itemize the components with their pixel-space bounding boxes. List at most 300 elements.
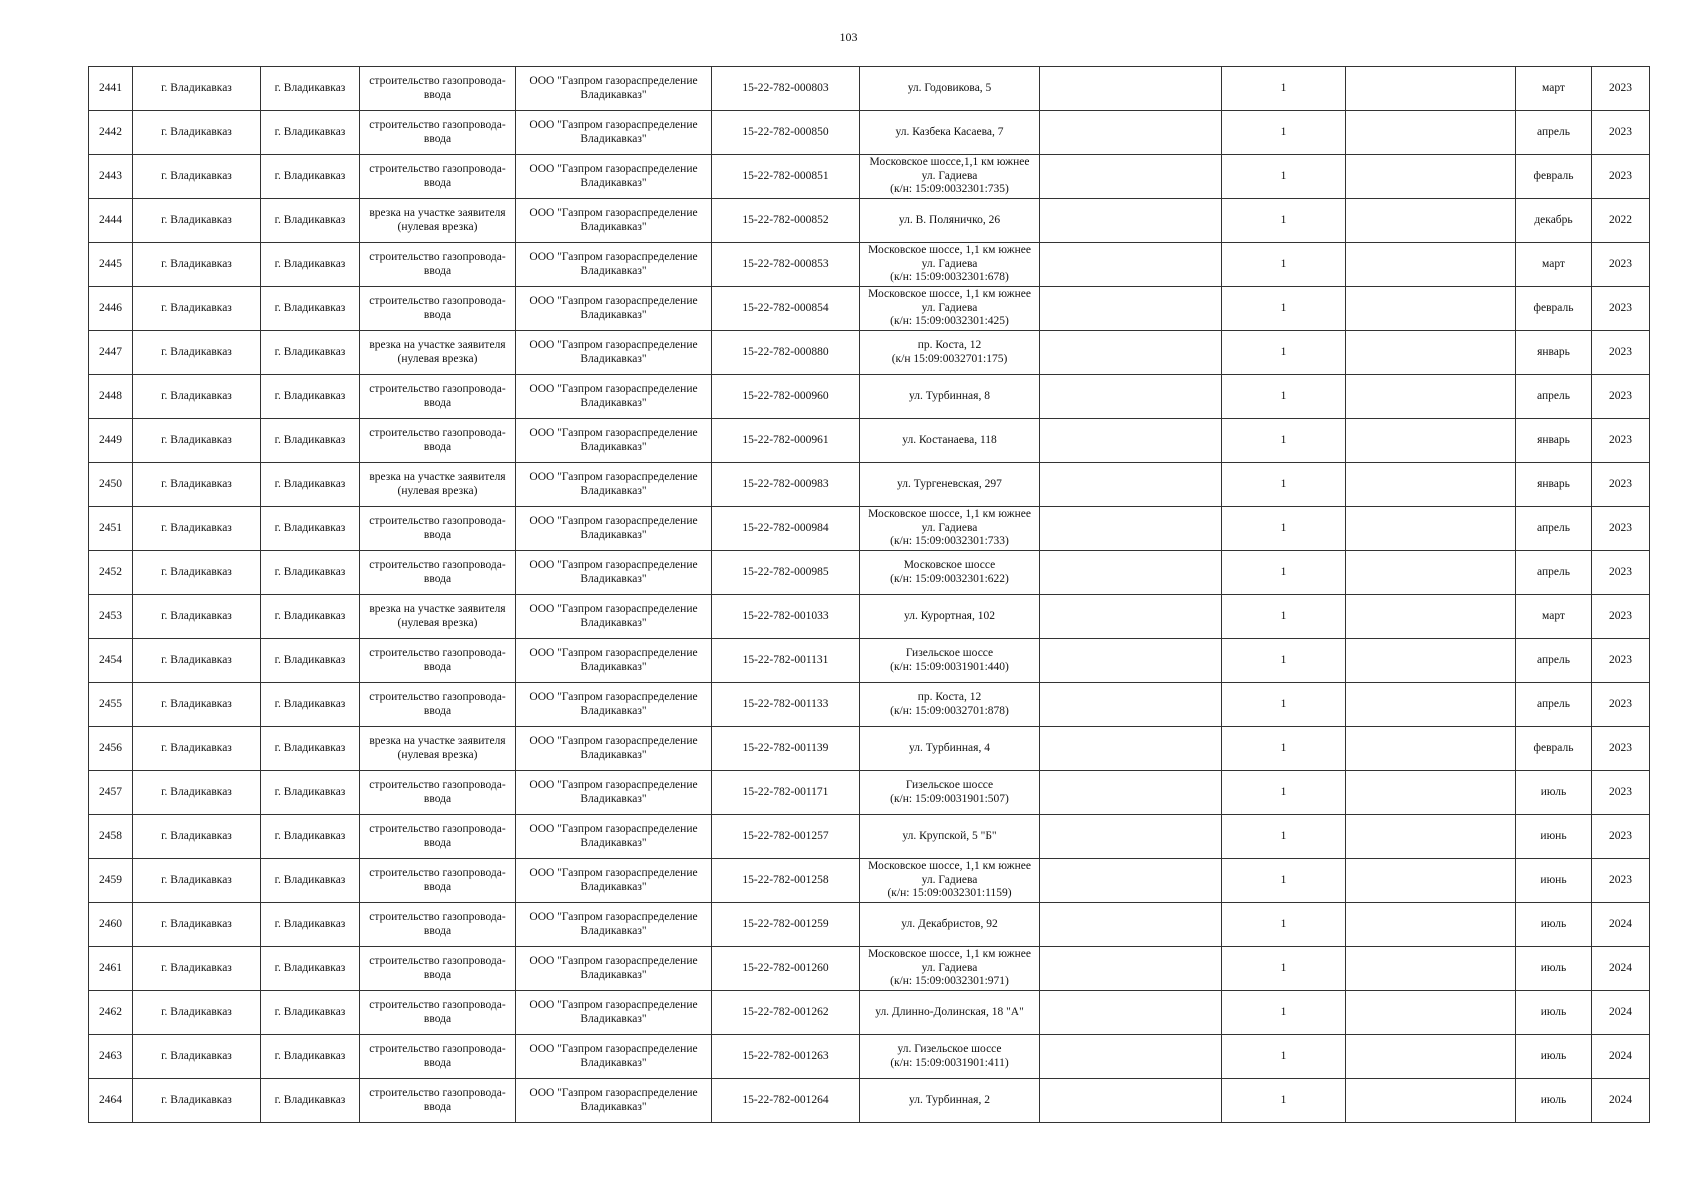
address-cell: Гизельское шоссе (к/н: 15:09:0031901:507) bbox=[860, 771, 1040, 815]
month-cell: июль bbox=[1516, 947, 1592, 991]
organization-cell: ООО "Газпром газораспределение Владикавказ" bbox=[516, 683, 712, 727]
address-cell: пр. Коста, 12 (к/н 15:09:0032701:175) bbox=[860, 331, 1040, 375]
settlement-cell: г. Владикавказ bbox=[261, 595, 360, 639]
month-cell: июнь bbox=[1516, 815, 1592, 859]
row-number-cell: 2448 bbox=[89, 375, 133, 419]
empty-cell bbox=[1346, 771, 1516, 815]
year-cell: 2023 bbox=[1592, 727, 1650, 771]
quantity-cell: 1 bbox=[1222, 155, 1346, 199]
table-row bbox=[89, 1079, 1650, 1123]
organization-cell: ООО "Газпром газораспределение Владикавказ" bbox=[516, 551, 712, 595]
year-cell: 2023 bbox=[1592, 331, 1650, 375]
district-cell: г. Владикавказ bbox=[133, 199, 261, 243]
settlement-cell: г. Владикавказ bbox=[261, 991, 360, 1035]
empty-cell bbox=[1040, 683, 1222, 727]
settlement-cell: г. Владикавказ bbox=[261, 727, 360, 771]
row-number-cell: 2450 bbox=[89, 463, 133, 507]
empty-cell bbox=[1040, 815, 1222, 859]
contract-number-cell: 15-22-782-001033 bbox=[712, 595, 860, 639]
address-cell: Московское шоссе, 1,1 км южнее ул. Гадиева (к/н: 15:09:0032301:678) bbox=[860, 243, 1040, 287]
work-type-cell: строительство газопровода- ввода bbox=[360, 1079, 516, 1123]
row-number-cell: 2443 bbox=[89, 155, 133, 199]
address-cell: Гизельское шоссе (к/н: 15:09:0031901:440) bbox=[860, 639, 1040, 683]
contract-number-cell: 15-22-782-001259 bbox=[712, 903, 860, 947]
empty-cell bbox=[1346, 331, 1516, 375]
month-cell: январь bbox=[1516, 331, 1592, 375]
organization-cell: ООО "Газпром газораспределение Владикавказ" bbox=[516, 859, 712, 903]
empty-cell bbox=[1040, 243, 1222, 287]
quantity-cell: 1 bbox=[1222, 111, 1346, 155]
row-number-cell: 2460 bbox=[89, 903, 133, 947]
work-type-cell: строительство газопровода- ввода bbox=[360, 67, 516, 111]
table-row bbox=[89, 815, 1650, 859]
month-cell: апрель bbox=[1516, 375, 1592, 419]
row-number-cell: 2455 bbox=[89, 683, 133, 727]
contract-number-cell: 15-22-782-001258 bbox=[712, 859, 860, 903]
organization-cell: ООО "Газпром газораспределение Владикавказ" bbox=[516, 243, 712, 287]
contract-number-cell: 15-22-782-001263 bbox=[712, 1035, 860, 1079]
empty-cell bbox=[1040, 67, 1222, 111]
settlement-cell: г. Владикавказ bbox=[261, 375, 360, 419]
quantity-cell: 1 bbox=[1222, 859, 1346, 903]
year-cell: 2024 bbox=[1592, 1035, 1650, 1079]
empty-cell bbox=[1040, 155, 1222, 199]
quantity-cell: 1 bbox=[1222, 903, 1346, 947]
table-row bbox=[89, 331, 1650, 375]
year-cell: 2023 bbox=[1592, 507, 1650, 551]
empty-cell bbox=[1040, 991, 1222, 1035]
year-cell: 2023 bbox=[1592, 243, 1650, 287]
organization-cell: ООО "Газпром газораспределение Владикавказ" bbox=[516, 815, 712, 859]
table-row bbox=[89, 243, 1650, 287]
month-cell: март bbox=[1516, 243, 1592, 287]
address-cell: Московское шоссе, 1,1 км южнее ул. Гадиева (к/н: 15:09:0032301:1159) bbox=[860, 859, 1040, 903]
table-row bbox=[89, 947, 1650, 991]
empty-cell bbox=[1040, 111, 1222, 155]
empty-cell bbox=[1346, 815, 1516, 859]
year-cell: 2023 bbox=[1592, 815, 1650, 859]
table-row bbox=[89, 507, 1650, 551]
month-cell: июль bbox=[1516, 991, 1592, 1035]
month-cell: июль bbox=[1516, 1079, 1592, 1123]
year-cell: 2023 bbox=[1592, 155, 1650, 199]
work-type-cell: строительство газопровода- ввода bbox=[360, 287, 516, 331]
table-row bbox=[89, 595, 1650, 639]
empty-cell bbox=[1346, 287, 1516, 331]
empty-cell bbox=[1040, 199, 1222, 243]
year-cell: 2023 bbox=[1592, 375, 1650, 419]
month-cell: январь bbox=[1516, 463, 1592, 507]
organization-cell: ООО "Газпром газораспределение Владикавказ" bbox=[516, 463, 712, 507]
address-cell: Московское шоссе (к/н: 15:09:0032301:622) bbox=[860, 551, 1040, 595]
empty-cell bbox=[1346, 155, 1516, 199]
row-number-cell: 2446 bbox=[89, 287, 133, 331]
address-cell: ул. Крупской, 5 "Б" bbox=[860, 815, 1040, 859]
month-cell: март bbox=[1516, 595, 1592, 639]
address-cell: ул. Турбинная, 8 bbox=[860, 375, 1040, 419]
district-cell: г. Владикавказ bbox=[133, 551, 261, 595]
quantity-cell: 1 bbox=[1222, 1035, 1346, 1079]
work-type-cell: строительство газопровода- ввода bbox=[360, 111, 516, 155]
address-cell: ул. Костанаева, 118 bbox=[860, 419, 1040, 463]
work-type-cell: строительство газопровода- ввода bbox=[360, 155, 516, 199]
row-number-cell: 2461 bbox=[89, 947, 133, 991]
district-cell: г. Владикавказ bbox=[133, 595, 261, 639]
empty-cell bbox=[1040, 903, 1222, 947]
settlement-cell: г. Владикавказ bbox=[261, 815, 360, 859]
empty-cell bbox=[1346, 243, 1516, 287]
settlement-cell: г. Владикавказ bbox=[261, 947, 360, 991]
address-cell: Московское шоссе,1,1 км южнее ул. Гадиева (к/н: 15:09:0032301:735) bbox=[860, 155, 1040, 199]
settlement-cell: г. Владикавказ bbox=[261, 1079, 360, 1123]
work-type-cell: строительство газопровода- ввода bbox=[360, 683, 516, 727]
district-cell: г. Владикавказ bbox=[133, 419, 261, 463]
work-type-cell: строительство газопровода- ввода bbox=[360, 991, 516, 1035]
quantity-cell: 1 bbox=[1222, 199, 1346, 243]
table-row bbox=[89, 1035, 1650, 1079]
month-cell: январь bbox=[1516, 419, 1592, 463]
year-cell: 2023 bbox=[1592, 463, 1650, 507]
row-number-cell: 2451 bbox=[89, 507, 133, 551]
table-row bbox=[89, 287, 1650, 331]
quantity-cell: 1 bbox=[1222, 771, 1346, 815]
table-row bbox=[89, 155, 1650, 199]
district-cell: г. Владикавказ bbox=[133, 771, 261, 815]
address-cell: ул. Годовикова, 5 bbox=[860, 67, 1040, 111]
quantity-cell: 1 bbox=[1222, 815, 1346, 859]
settlement-cell: г. Владикавказ bbox=[261, 287, 360, 331]
registry-table bbox=[88, 66, 1650, 1123]
contract-number-cell: 15-22-782-000854 bbox=[712, 287, 860, 331]
settlement-cell: г. Владикавказ bbox=[261, 551, 360, 595]
row-number-cell: 2456 bbox=[89, 727, 133, 771]
quantity-cell: 1 bbox=[1222, 551, 1346, 595]
empty-cell bbox=[1346, 1035, 1516, 1079]
contract-number-cell: 15-22-782-000880 bbox=[712, 331, 860, 375]
month-cell: февраль bbox=[1516, 287, 1592, 331]
district-cell: г. Владикавказ bbox=[133, 155, 261, 199]
organization-cell: ООО "Газпром газораспределение Владикавказ" bbox=[516, 155, 712, 199]
organization-cell: ООО "Газпром газораспределение Владикавказ" bbox=[516, 287, 712, 331]
organization-cell: ООО "Газпром газораспределение Владикавказ" bbox=[516, 639, 712, 683]
quantity-cell: 1 bbox=[1222, 243, 1346, 287]
district-cell: г. Владикавказ bbox=[133, 727, 261, 771]
work-type-cell: строительство газопровода- ввода bbox=[360, 551, 516, 595]
registry-rows bbox=[89, 67, 1650, 1123]
empty-cell bbox=[1040, 375, 1222, 419]
work-type-cell: врезка на участке заявителя (нулевая врезка) bbox=[360, 595, 516, 639]
district-cell: г. Владикавказ bbox=[133, 903, 261, 947]
quantity-cell: 1 bbox=[1222, 375, 1346, 419]
empty-cell bbox=[1040, 1079, 1222, 1123]
table-row bbox=[89, 903, 1650, 947]
district-cell: г. Владикавказ bbox=[133, 507, 261, 551]
table-row bbox=[89, 111, 1650, 155]
page-number: 103 bbox=[839, 30, 858, 44]
organization-cell: ООО "Газпром газораспределение Владикавказ" bbox=[516, 771, 712, 815]
empty-cell bbox=[1346, 639, 1516, 683]
empty-cell bbox=[1040, 287, 1222, 331]
address-cell: ул. Гизельское шоссе (к/н: 15:09:0031901:411) bbox=[860, 1035, 1040, 1079]
month-cell: апрель bbox=[1516, 111, 1592, 155]
contract-number-cell: 15-22-782-000985 bbox=[712, 551, 860, 595]
settlement-cell: г. Владикавказ bbox=[261, 859, 360, 903]
contract-number-cell: 15-22-782-000803 bbox=[712, 67, 860, 111]
contract-number-cell: 15-22-782-001257 bbox=[712, 815, 860, 859]
month-cell: апрель bbox=[1516, 683, 1592, 727]
settlement-cell: г. Владикавказ bbox=[261, 331, 360, 375]
organization-cell: ООО "Газпром газораспределение Владикавказ" bbox=[516, 111, 712, 155]
settlement-cell: г. Владикавказ bbox=[261, 507, 360, 551]
contract-number-cell: 15-22-782-001262 bbox=[712, 991, 860, 1035]
district-cell: г. Владикавказ bbox=[133, 463, 261, 507]
month-cell: февраль bbox=[1516, 155, 1592, 199]
organization-cell: ООО "Газпром газораспределение Владикавказ" bbox=[516, 903, 712, 947]
settlement-cell: г. Владикавказ bbox=[261, 903, 360, 947]
district-cell: г. Владикавказ bbox=[133, 243, 261, 287]
work-type-cell: строительство газопровода- ввода bbox=[360, 507, 516, 551]
address-cell: ул. Декабристов, 92 bbox=[860, 903, 1040, 947]
organization-cell: ООО "Газпром газораспределение Владикавказ" bbox=[516, 991, 712, 1035]
year-cell: 2023 bbox=[1592, 595, 1650, 639]
contract-number-cell: 15-22-782-000983 bbox=[712, 463, 860, 507]
quantity-cell: 1 bbox=[1222, 67, 1346, 111]
quantity-cell: 1 bbox=[1222, 507, 1346, 551]
empty-cell bbox=[1040, 595, 1222, 639]
year-cell: 2024 bbox=[1592, 947, 1650, 991]
year-cell: 2023 bbox=[1592, 551, 1650, 595]
contract-number-cell: 15-22-782-000961 bbox=[712, 419, 860, 463]
empty-cell bbox=[1346, 375, 1516, 419]
row-number-cell: 2453 bbox=[89, 595, 133, 639]
row-number-cell: 2463 bbox=[89, 1035, 133, 1079]
contract-number-cell: 15-22-782-000984 bbox=[712, 507, 860, 551]
year-cell: 2023 bbox=[1592, 419, 1650, 463]
settlement-cell: г. Владикавказ bbox=[261, 243, 360, 287]
month-cell: июль bbox=[1516, 903, 1592, 947]
organization-cell: ООО "Газпром газораспределение Владикавказ" bbox=[516, 507, 712, 551]
year-cell: 2023 bbox=[1592, 287, 1650, 331]
month-cell: февраль bbox=[1516, 727, 1592, 771]
empty-cell bbox=[1040, 1035, 1222, 1079]
year-cell: 2024 bbox=[1592, 903, 1650, 947]
contract-number-cell: 15-22-782-001131 bbox=[712, 639, 860, 683]
organization-cell: ООО "Газпром газораспределение Владикавказ" bbox=[516, 199, 712, 243]
work-type-cell: врезка на участке заявителя (нулевая врезка) bbox=[360, 199, 516, 243]
table-row bbox=[89, 551, 1650, 595]
work-type-cell: строительство газопровода- ввода bbox=[360, 815, 516, 859]
quantity-cell: 1 bbox=[1222, 639, 1346, 683]
year-cell: 2024 bbox=[1592, 1079, 1650, 1123]
empty-cell bbox=[1040, 551, 1222, 595]
district-cell: г. Владикавказ bbox=[133, 683, 261, 727]
empty-cell bbox=[1040, 859, 1222, 903]
row-number-cell: 2444 bbox=[89, 199, 133, 243]
quantity-cell: 1 bbox=[1222, 419, 1346, 463]
empty-cell bbox=[1040, 419, 1222, 463]
month-cell: июль bbox=[1516, 771, 1592, 815]
address-cell: ул. Длинно-Долинская, 18 "А" bbox=[860, 991, 1040, 1035]
address-cell: ул. Тургеневская, 297 bbox=[860, 463, 1040, 507]
empty-cell bbox=[1040, 727, 1222, 771]
table-row bbox=[89, 727, 1650, 771]
year-cell: 2023 bbox=[1592, 111, 1650, 155]
address-cell: Московское шоссе, 1,1 км южнее ул. Гадиева (к/н: 15:09:0032301:425) bbox=[860, 287, 1040, 331]
table-row bbox=[89, 463, 1650, 507]
address-cell: Московское шоссе, 1,1 км южнее ул. Гадиева (к/н: 15:09:0032301:971) bbox=[860, 947, 1040, 991]
quantity-cell: 1 bbox=[1222, 331, 1346, 375]
settlement-cell: г. Владикавказ bbox=[261, 419, 360, 463]
work-type-cell: строительство газопровода- ввода bbox=[360, 639, 516, 683]
month-cell: июнь bbox=[1516, 859, 1592, 903]
work-type-cell: строительство газопровода- ввода bbox=[360, 771, 516, 815]
settlement-cell: г. Владикавказ bbox=[261, 771, 360, 815]
work-type-cell: строительство газопровода- ввода bbox=[360, 419, 516, 463]
work-type-cell: строительство газопровода- ввода bbox=[360, 375, 516, 419]
empty-cell bbox=[1346, 903, 1516, 947]
year-cell: 2024 bbox=[1592, 991, 1650, 1035]
address-cell: ул. Казбека Касаева, 7 bbox=[860, 111, 1040, 155]
table-row bbox=[89, 683, 1650, 727]
contract-number-cell: 15-22-782-001171 bbox=[712, 771, 860, 815]
settlement-cell: г. Владикавказ bbox=[261, 155, 360, 199]
row-number-cell: 2458 bbox=[89, 815, 133, 859]
address-cell: ул. В. Поляничко, 26 bbox=[860, 199, 1040, 243]
organization-cell: ООО "Газпром газораспределение Владикавказ" bbox=[516, 595, 712, 639]
year-cell: 2023 bbox=[1592, 639, 1650, 683]
organization-cell: ООО "Газпром газораспределение Владикавказ" bbox=[516, 1079, 712, 1123]
table-row bbox=[89, 419, 1650, 463]
district-cell: г. Владикавказ bbox=[133, 991, 261, 1035]
settlement-cell: г. Владикавказ bbox=[261, 1035, 360, 1079]
address-cell: ул. Турбинная, 4 bbox=[860, 727, 1040, 771]
organization-cell: ООО "Газпром газораспределение Владикавказ" bbox=[516, 375, 712, 419]
row-number-cell: 2447 bbox=[89, 331, 133, 375]
quantity-cell: 1 bbox=[1222, 595, 1346, 639]
district-cell: г. Владикавказ bbox=[133, 111, 261, 155]
work-type-cell: строительство газопровода- ввода bbox=[360, 947, 516, 991]
empty-cell bbox=[1346, 67, 1516, 111]
empty-cell bbox=[1346, 683, 1516, 727]
empty-cell bbox=[1346, 1079, 1516, 1123]
empty-cell bbox=[1346, 947, 1516, 991]
address-cell: ул. Турбинная, 2 bbox=[860, 1079, 1040, 1123]
table-row bbox=[89, 639, 1650, 683]
table-row bbox=[89, 375, 1650, 419]
empty-cell bbox=[1040, 331, 1222, 375]
year-cell: 2023 bbox=[1592, 771, 1650, 815]
district-cell: г. Владикавказ bbox=[133, 815, 261, 859]
organization-cell: ООО "Газпром газораспределение Владикавказ" bbox=[516, 67, 712, 111]
contract-number-cell: 15-22-782-000853 bbox=[712, 243, 860, 287]
organization-cell: ООО "Газпром газораспределение Владикавказ" bbox=[516, 419, 712, 463]
work-type-cell: врезка на участке заявителя (нулевая врезка) bbox=[360, 331, 516, 375]
district-cell: г. Владикавказ bbox=[133, 1079, 261, 1123]
empty-cell bbox=[1346, 419, 1516, 463]
quantity-cell: 1 bbox=[1222, 463, 1346, 507]
empty-cell bbox=[1040, 507, 1222, 551]
table-row bbox=[89, 991, 1650, 1035]
month-cell: апрель bbox=[1516, 551, 1592, 595]
empty-cell bbox=[1346, 991, 1516, 1035]
year-cell: 2023 bbox=[1592, 859, 1650, 903]
year-cell: 2022 bbox=[1592, 199, 1650, 243]
settlement-cell: г. Владикавказ bbox=[261, 111, 360, 155]
year-cell: 2023 bbox=[1592, 67, 1650, 111]
quantity-cell: 1 bbox=[1222, 727, 1346, 771]
address-cell: ул. Курортная, 102 bbox=[860, 595, 1040, 639]
district-cell: г. Владикавказ bbox=[133, 67, 261, 111]
work-type-cell: строительство газопровода- ввода bbox=[360, 243, 516, 287]
address-cell: Московское шоссе, 1,1 км южнее ул. Гадиева (к/н: 15:09:0032301:733) bbox=[860, 507, 1040, 551]
contract-number-cell: 15-22-782-001133 bbox=[712, 683, 860, 727]
empty-cell bbox=[1346, 859, 1516, 903]
work-type-cell: строительство газопровода- ввода bbox=[360, 1035, 516, 1079]
organization-cell: ООО "Газпром газораспределение Владикавказ" bbox=[516, 331, 712, 375]
organization-cell: ООО "Газпром газораспределение Владикавказ" bbox=[516, 1035, 712, 1079]
work-type-cell: строительство газопровода- ввода bbox=[360, 859, 516, 903]
table-row bbox=[89, 771, 1650, 815]
contract-number-cell: 15-22-782-001264 bbox=[712, 1079, 860, 1123]
empty-cell bbox=[1346, 463, 1516, 507]
empty-cell bbox=[1040, 639, 1222, 683]
district-cell: г. Владикавказ bbox=[133, 639, 261, 683]
table-row bbox=[89, 859, 1650, 903]
row-number-cell: 2464 bbox=[89, 1079, 133, 1123]
empty-cell bbox=[1346, 595, 1516, 639]
empty-cell bbox=[1040, 463, 1222, 507]
empty-cell bbox=[1040, 771, 1222, 815]
settlement-cell: г. Владикавказ bbox=[261, 639, 360, 683]
month-cell: март bbox=[1516, 67, 1592, 111]
row-number-cell: 2441 bbox=[89, 67, 133, 111]
month-cell: декабрь bbox=[1516, 199, 1592, 243]
work-type-cell: врезка на участке заявителя (нулевая врезка) bbox=[360, 727, 516, 771]
district-cell: г. Владикавказ bbox=[133, 287, 261, 331]
empty-cell bbox=[1346, 727, 1516, 771]
district-cell: г. Владикавказ bbox=[133, 947, 261, 991]
year-cell: 2023 bbox=[1592, 683, 1650, 727]
empty-cell bbox=[1346, 199, 1516, 243]
empty-cell bbox=[1346, 111, 1516, 155]
contract-number-cell: 15-22-782-001139 bbox=[712, 727, 860, 771]
month-cell: июль bbox=[1516, 1035, 1592, 1079]
work-type-cell: строительство газопровода- ввода bbox=[360, 903, 516, 947]
district-cell: г. Владикавказ bbox=[133, 375, 261, 419]
quantity-cell: 1 bbox=[1222, 947, 1346, 991]
quantity-cell: 1 bbox=[1222, 683, 1346, 727]
contract-number-cell: 15-22-782-000960 bbox=[712, 375, 860, 419]
settlement-cell: г. Владикавказ bbox=[261, 683, 360, 727]
table-row bbox=[89, 67, 1650, 111]
district-cell: г. Владикавказ bbox=[133, 859, 261, 903]
work-type-cell: врезка на участке заявителя (нулевая врезка) bbox=[360, 463, 516, 507]
row-number-cell: 2449 bbox=[89, 419, 133, 463]
row-number-cell: 2445 bbox=[89, 243, 133, 287]
table-row bbox=[89, 199, 1650, 243]
address-cell: пр. Коста, 12 (к/н: 15:09:0032701:878) bbox=[860, 683, 1040, 727]
row-number-cell: 2457 bbox=[89, 771, 133, 815]
row-number-cell: 2459 bbox=[89, 859, 133, 903]
month-cell: апрель bbox=[1516, 639, 1592, 683]
settlement-cell: г. Владикавказ bbox=[261, 67, 360, 111]
row-number-cell: 2454 bbox=[89, 639, 133, 683]
quantity-cell: 1 bbox=[1222, 287, 1346, 331]
quantity-cell: 1 bbox=[1222, 1079, 1346, 1123]
contract-number-cell: 15-22-782-000850 bbox=[712, 111, 860, 155]
empty-cell bbox=[1346, 507, 1516, 551]
district-cell: г. Владикавказ bbox=[133, 331, 261, 375]
